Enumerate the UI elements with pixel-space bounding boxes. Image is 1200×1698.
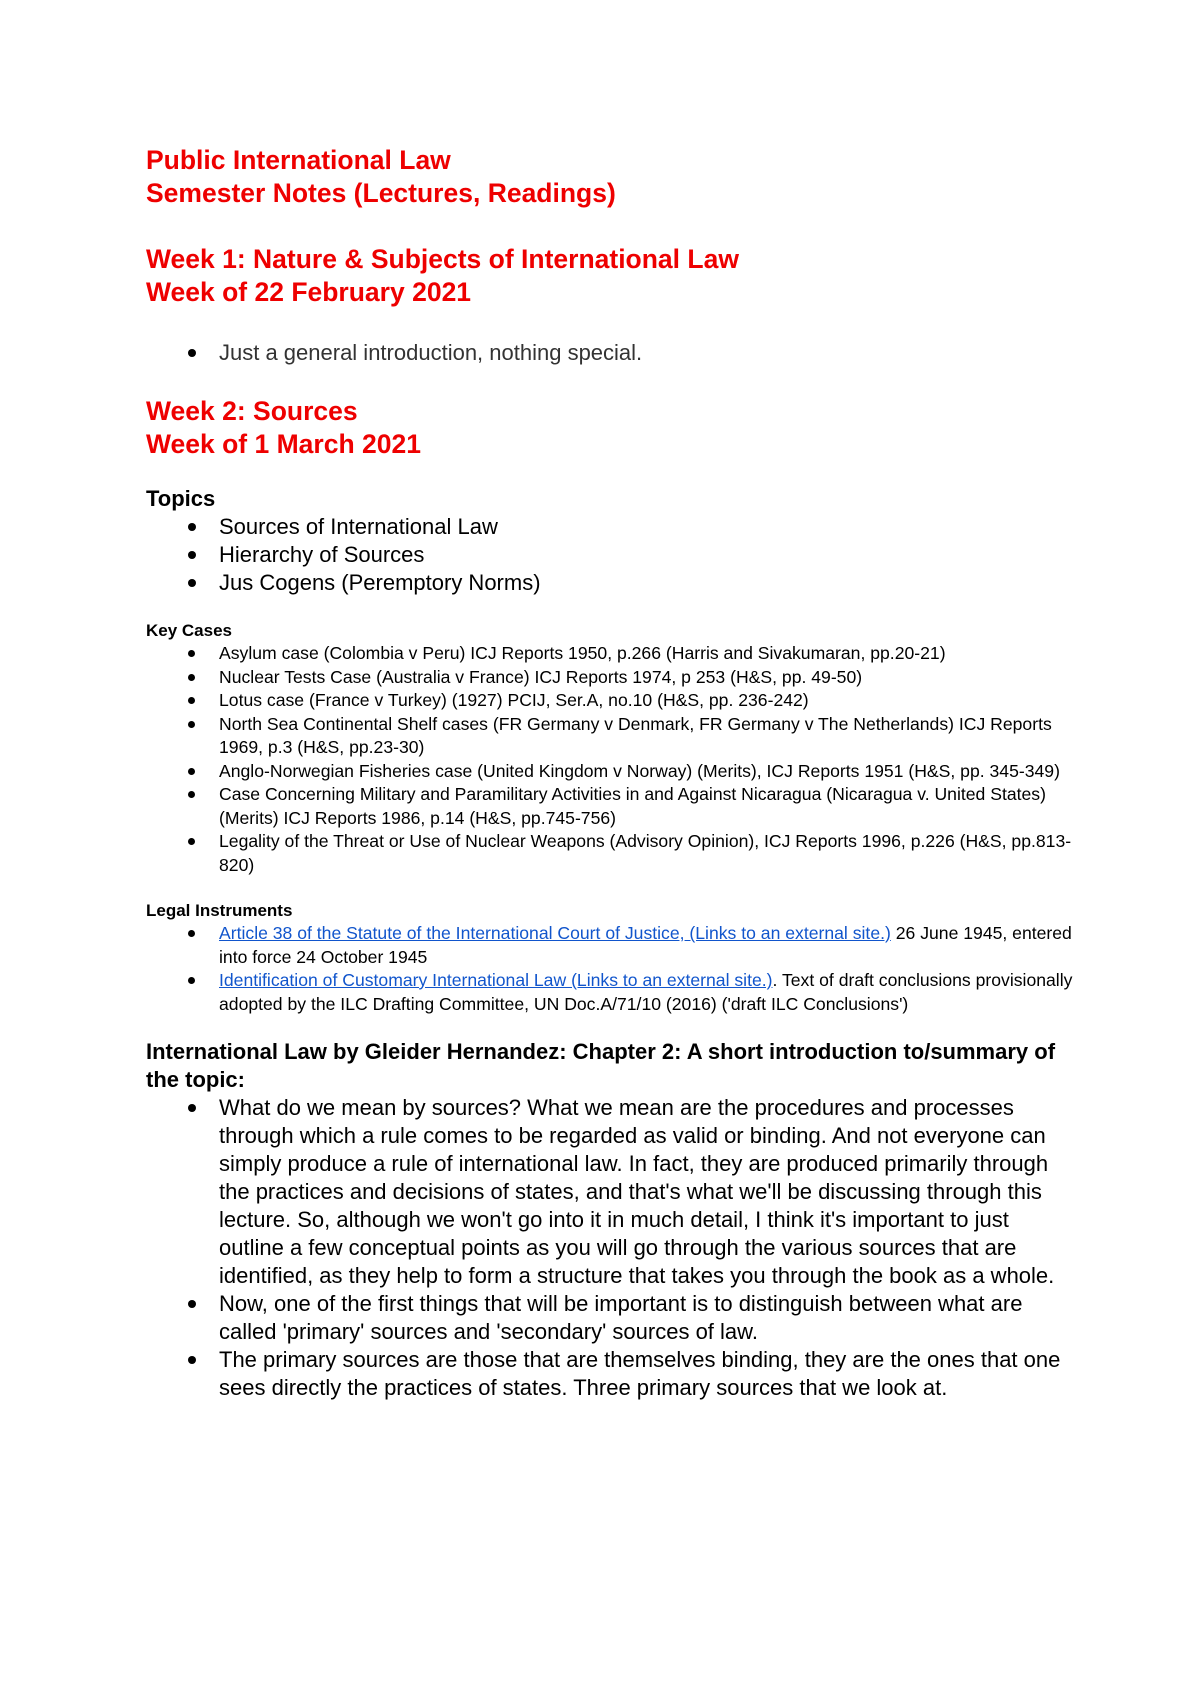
list-item xyxy=(146,666,1076,690)
bullet-dot-icon xyxy=(188,551,196,559)
week2-title: Week 2: Sources xyxy=(146,396,358,426)
chapter-heading: International Law by Gleider Hernandez: Chapter 2: A short introduction to/summary of the topic: xyxy=(146,1039,1056,1092)
list-item xyxy=(146,922,1076,969)
topics-heading: Topics xyxy=(146,486,216,511)
spacer xyxy=(146,210,1076,243)
spacer xyxy=(146,877,1076,899)
list-item xyxy=(146,760,1076,784)
key-cases-heading: Key Cases xyxy=(146,621,233,640)
bullet-dot-icon xyxy=(188,1104,196,1112)
bullet-dot-icon xyxy=(188,1356,196,1364)
list-item xyxy=(146,569,1076,597)
list-item-text: Anglo-Norwegian Fisheries case (United Kingdom v Norway) (Merits), ICJ Reports 1951 (H&S, pp. 345-349) xyxy=(219,760,1060,781)
list-item-text: Nuclear Tests Case (Australia v France) ICJ Reports 1974, p 253 (H&S, pp. 49-50) xyxy=(219,666,863,687)
week1-date: Week of 22 February 2021 xyxy=(146,277,472,307)
list-item-text: Lotus case (France v Turkey) (1927) PCIJ, Ser.A, no.10 (H&S, pp. 236-242) xyxy=(219,690,809,710)
topics-list xyxy=(146,513,1076,597)
bullet-dot-icon xyxy=(188,523,196,531)
bullet-dot-icon xyxy=(188,721,195,728)
chapter-points-list xyxy=(146,1094,1076,1402)
bullet-dot-icon xyxy=(188,1300,196,1308)
key-cases-list xyxy=(146,642,1076,877)
list-item xyxy=(146,541,1076,569)
legal-instruments-heading: Legal Instruments xyxy=(146,901,293,920)
bullet-dot-icon xyxy=(188,650,195,657)
list-item-text: Hierarchy of Sources xyxy=(219,542,425,567)
list-item xyxy=(146,1290,1076,1346)
list-item xyxy=(146,513,1076,541)
spacer xyxy=(146,597,1076,619)
list-item-text: Legality of the Threat or Use of Nuclear Weapons (Advisory Opinion), ICJ Reports 1996, p.226 (H&S, pp.813-820) xyxy=(219,831,1072,875)
list-item-text: Asylum case (Colombia v Peru) ICJ Reports 1950, p.266 (Harris and Sivakumaran, pp.20-21) xyxy=(219,643,946,663)
list-item-text: What do we mean by sources? What we mean are the procedures and processes through which a rule comes to be regarded as valid or binding. And not everyone can simply produce a rule of international law. In fact, they are produced primarily through the practices and decisions of states, and that's what we'll be discussing through this lecture. So, although we won't go into it in much detail, I think it's important to just outline a few conceptual points as you will go through the various sources that are identified, as they help to form a structure that takes you through the book as a whole. xyxy=(219,1095,1055,1288)
list-item-text: The primary sources are those that are themselves binding, they are the ones that one sees directly the practices of states. Three primary sources that we look at. xyxy=(219,1347,1061,1400)
spacer xyxy=(146,367,1076,395)
icj-statute-link[interactable]: Article 38 of the Statute of the International Court of Justice, (Links to an external site.) xyxy=(219,923,891,943)
list-item xyxy=(146,969,1076,1016)
list-item-text: Now, one of the first things that will be important is to distinguish between what are called 'primary' sources and 'secondary' sources of law. xyxy=(219,1291,1023,1344)
bullet-dot-icon xyxy=(188,930,195,937)
list-item-text: North Sea Continental Shelf cases (FR Germany v Denmark, FR Germany v The Netherlands) ICJ Reports 1969, p.3 (H&S, pp.23-30) xyxy=(219,713,1052,757)
list-item xyxy=(146,1346,1076,1402)
list-item-text: Just a general introduction, nothing special. xyxy=(219,340,643,365)
bullet-dot-icon xyxy=(188,791,195,798)
list-item xyxy=(146,642,1076,666)
list-item xyxy=(146,713,1076,760)
week1-list xyxy=(146,339,1076,367)
list-item-text: 26 June 1945, entered into force 24 October 1945 xyxy=(219,923,1072,967)
legal-instruments-list xyxy=(146,922,1076,1016)
list-item xyxy=(146,339,1076,367)
list-item-text: Case Concerning Military and Paramilitary Activities in and Against Nicaragua (Nicaragua v. United States) (Merits) ICJ Reports 1986, p.14 (H&S, pp.745-756) xyxy=(219,784,1046,828)
bullet-dot-icon xyxy=(188,838,195,845)
list-item xyxy=(146,830,1076,877)
list-item xyxy=(146,783,1076,830)
bullet-dot-icon xyxy=(188,579,196,587)
document-title: Public International Law xyxy=(146,145,451,175)
week2-date: Week of 1 March 2021 xyxy=(146,429,421,459)
list-item xyxy=(146,1094,1076,1290)
spacer xyxy=(146,461,1076,485)
bullet-dot-icon xyxy=(188,977,195,984)
list-item-text: Sources of International Law xyxy=(219,514,498,539)
list-item-text: Jus Cogens (Peremptory Norms) xyxy=(219,570,541,595)
document-subtitle: Semester Notes (Lectures, Readings) xyxy=(146,178,616,208)
document-page xyxy=(146,144,1076,1402)
list-item-text: . Text of draft conclusions provisionally adopted by the ILC Drafting Committee, UN Doc.A/71/10 (2016) ('draft ILC Conclusions') xyxy=(219,970,1073,1014)
week1-title: Week 1: Nature & Subjects of International Law xyxy=(146,244,739,274)
spacer xyxy=(146,309,1076,339)
bullet-dot-icon xyxy=(188,768,195,775)
bullet-dot-icon xyxy=(188,349,196,357)
bullet-dot-icon xyxy=(188,697,195,704)
customary-law-link[interactable]: Identification of Customary International Law (Links to an external site.) xyxy=(219,970,773,990)
bullet-dot-icon xyxy=(188,674,195,681)
list-item xyxy=(146,689,1076,713)
spacer xyxy=(146,1016,1076,1038)
